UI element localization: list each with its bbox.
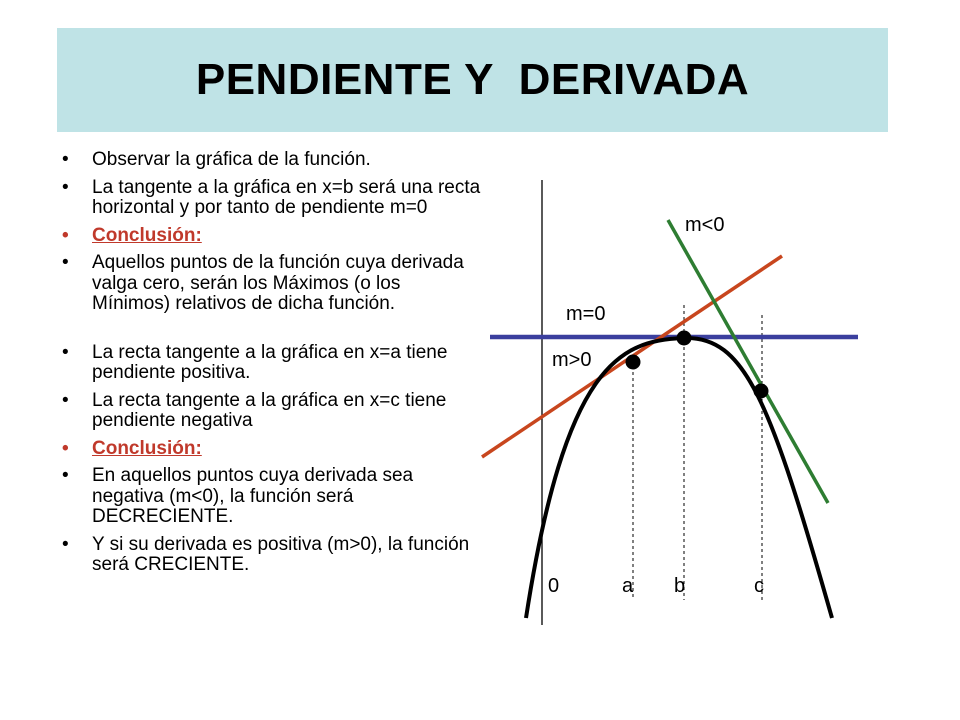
bullet-item: • Aquellos puntos de la función cuya derivada valga cero, serán los Máximos (o los Mínimos) relativos de dicha función. — [62, 253, 482, 315]
label-m-negative: m<0 — [685, 214, 725, 236]
conclusion-heading: • Conclusión: — [62, 439, 482, 460]
bullet-item: • En aquellos puntos cuya derivada sea negativa (m<0), la función será DECRECIENTE. — [62, 466, 482, 528]
slide-title: PENDIENTE Y DERIVADA — [195, 55, 750, 104]
bullet-item: • La recta tangente a la gráfica en x=a tiene pendiente positiva. — [62, 343, 482, 384]
point-b — [677, 331, 692, 346]
slope-derivative-diagram — [470, 170, 870, 640]
title-band — [57, 28, 888, 132]
label-origin: 0 — [548, 575, 560, 597]
label-m-positive: m>0 — [552, 349, 592, 371]
bullet-item: • La tangente a la gráfica en x=b será una recta horizontal y por tanto de pendiente m=0 — [62, 178, 482, 219]
bullet-list — [62, 150, 482, 583]
conclusion-heading: • Conclusión: — [62, 226, 482, 247]
point-c — [754, 384, 769, 399]
point-a — [626, 355, 641, 370]
label-c: c — [754, 575, 764, 597]
bullet-item: • Y si su derivada es positiva (m>0), la función será CRECIENTE. — [62, 535, 482, 576]
label-a: a — [622, 575, 634, 597]
tangent-negative — [668, 220, 828, 503]
label-m-zero: m=0 — [566, 303, 606, 325]
bullet-item: • La recta tangente a la gráfica en x=c tiene pendiente negativa — [62, 391, 482, 432]
label-b: b — [674, 575, 686, 597]
bullet-item: • Observar la gráfica de la función. — [62, 150, 482, 171]
